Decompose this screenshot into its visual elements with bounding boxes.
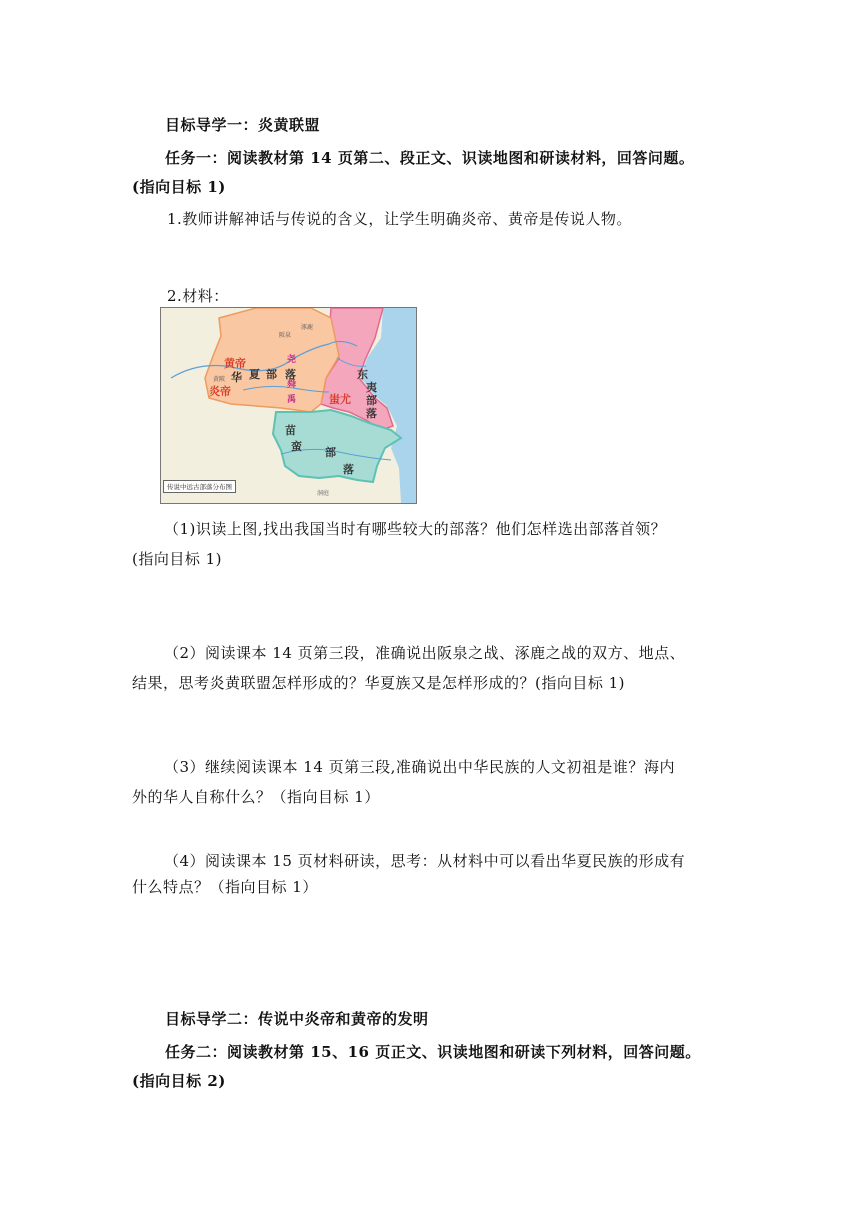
label-yi: 夷 [366, 381, 377, 394]
task1-line2: (指向目标 1) [132, 178, 226, 196]
tribe-distribution-map [160, 307, 417, 504]
question3-line1: （3）继续阅读课本 14 页第三段,准确说出中华民族的人文初祖是谁？海内 [164, 758, 675, 776]
label-man: 蛮 [291, 440, 302, 453]
question2-line2: 结果，思考炎黄联盟怎样形成的？华夏族又是怎样形成的？(指向目标 1) [132, 674, 626, 692]
task2-line1: 任务二：阅读教材第 15、16 页正文、识读地图和研读下列材料，回答问题。 [165, 1043, 701, 1061]
question2-line1: （2）阅读课本 14 页第三段，准确说出阪泉之战、涿鹿之战的双方、地点、 [164, 644, 686, 662]
label-chiyou: 蚩尤 [329, 393, 351, 406]
label-miao-bu: 部 [325, 446, 336, 459]
place-label-4: 洞庭 [317, 490, 330, 497]
label-luo: 落 [285, 368, 296, 381]
label-yao: 尧 [287, 355, 297, 365]
label-miao: 苗 [285, 424, 296, 437]
place-label-3: 黄陂 [213, 376, 226, 383]
question1-line2: (指向目标 1) [132, 550, 223, 568]
question4-line2: 什么特点？（指向目标 1） [132, 878, 318, 896]
section2-heading: 目标导学二：传说中炎帝和黄帝的发明 [165, 1010, 429, 1028]
question3-line2: 外的华人自称什么？（指向目标 1） [132, 788, 380, 806]
question1-line1: （1)识读上图,找出我国当时有哪些较大的部落？他们怎样选出部落首领？ [164, 520, 667, 538]
label-yandi: 炎帝 [209, 385, 231, 398]
label-shun: 舜 [287, 380, 297, 390]
label-xia: 夏 [249, 368, 260, 381]
label-yi-luo: 落 [366, 407, 377, 420]
place-label-1: 涿鹿 [301, 324, 314, 331]
section1-heading: 目标导学一：炎黄联盟 [165, 116, 321, 134]
item1-text: 1.教师讲解神话与传说的含义，让学生明确炎帝、黄帝是传说人物。 [167, 210, 632, 228]
task2-line2: (指向目标 2) [132, 1072, 226, 1090]
label-yu: 禹 [287, 395, 297, 405]
item2-text: 2.材料： [167, 287, 229, 305]
map-caption: 传说中远古部落分布图 [163, 480, 236, 493]
label-dong: 东 [357, 368, 368, 381]
label-hua: 华 [231, 371, 242, 384]
label-huangdi: 黄帝 [224, 357, 246, 370]
question4-line1: （4）阅读课本 15 页材料研读，思考：从材料中可以看出华夏民族的形成有 [164, 852, 686, 870]
task1-line1: 任务一：阅读教材第 14 页第二、段正文、识读地图和研读材料，回答问题。 [165, 149, 695, 167]
label-yi-bu: 部 [366, 394, 377, 407]
place-label-2: 阪泉 [279, 332, 292, 339]
label-bu: 部 [266, 368, 277, 381]
label-miao-luo: 落 [343, 463, 354, 476]
